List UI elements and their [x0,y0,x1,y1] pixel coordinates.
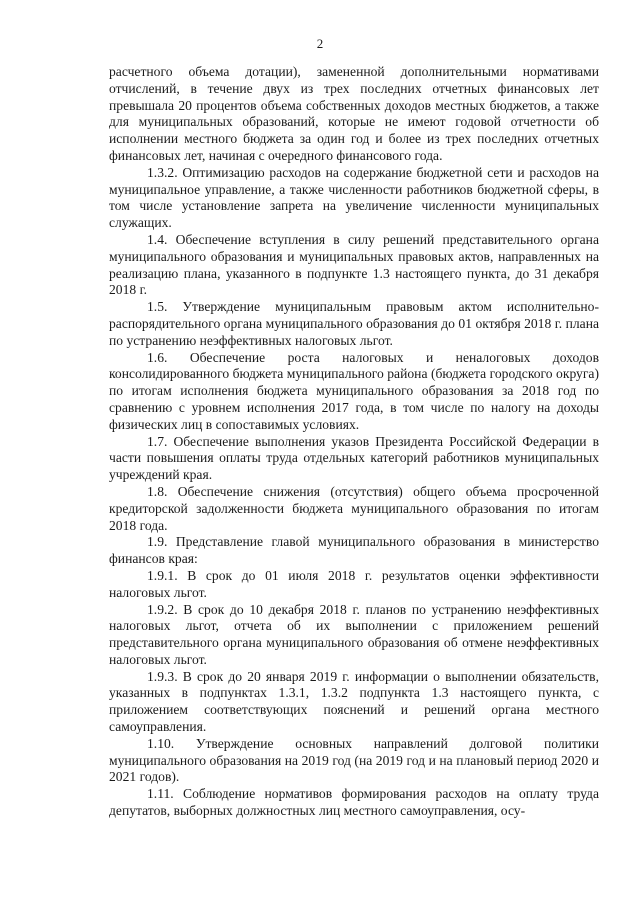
paragraph-1-9-2: 1.9.2. В срок до 10 декабря 2018 г. планов по устранению неэффективных налоговых льгот, отчета об их выполнении с приложением решений представительного органа муниципального образования об отмене неэффективных налоговых льгот. [109,601,599,667]
paragraph-1-11: 1.11. Соблюдение нормативов формирования расходов на оплату труда депутатов, выборных должностных лиц местного самоуправления, осу- [109,786,599,819]
paragraph-1-9-1: 1.9.1. В срок до 01 июля 2018 г. результатов оценки эффективности налоговых льгот. [109,567,599,600]
paragraph-1-9: 1.9. Представление главой муниципального образования в министерство финансов края: [109,534,599,567]
paragraph-1-5: 1.5. Утверждение муниципальным правовым актом исполнительно-распорядительного органа муниципального образования до 01 октября 2018 г. плана по устранению неэффективных налоговых льгот. [109,299,599,348]
page-number: 2 [316,36,324,51]
paragraph-1-3-2: 1.3.2. Оптимизацию расходов на содержание бюджетной сети и расходов на муниципальное управление, а также численности работников бюджетной сферы, в том числе установление запрета на увеличение численности муниципальных служащих. [109,164,599,231]
document-body [109,64,599,820]
paragraph-1-9-3: 1.9.3. В срок до 20 января 2019 г. информации о выполнении обязательств, указанных в подпунктах 1.3.1, 1.3.2 подпункта 1.3 настоящего пункта, с приложением соответствующих пояснений и решений органа местного самоуправления. [109,668,599,735]
paragraph-1-8: 1.8. Обеспечение снижения (отсутствия) общего объема просроченной кредиторской задолженности бюджета муниципального образования по итогам 2018 года. [109,483,599,533]
paragraph-1-7: 1.7. Обеспечение выполнения указов Президента Российской Федерации в части повышения оплаты труда отдельных категорий работников муниципальных учреждений края. [109,433,599,483]
paragraph-continuation: расчетного объема дотации), замененной дополнительными нормативами отчислений, в течение двух из трех последних отчетных финансовых лет превышала 20 процентов объема собственных доходов местных бюджетов, а также для муниципальных образований, которые не имеют годовой отчетности об исполнении местного бюджета за один год и более из трех последних отчетных финансовых лет, начиная с очередного финансового года. [109,64,599,163]
paragraph-1-6: 1.6. Обеспечение роста налоговых и неналоговых доходов консолидированного бюджета муниципального района (бюджета городского округа) по итогам исполнения бюджета муниципального образования за 2018 год по сравнению с уровнем исполнения 2017 года, в том числе по налогу на доходы физических лиц в сопоставимых условиях. [109,349,599,432]
paragraph-1-4: 1.4. Обеспечение вступления в силу решений представительного органа муниципального образования и муниципальных правовых актов, направленных на реализацию плана, указанного в подпункте 1.3 настоящего пункта, до 31 декабря 2018 г. [109,231,599,298]
paragraph-1-10: 1.10. Утверждение основных направлений долговой политики муниципального образования на 2019 год (на 2019 год и на плановый период 2020 и 2021 годов). [109,735,599,785]
